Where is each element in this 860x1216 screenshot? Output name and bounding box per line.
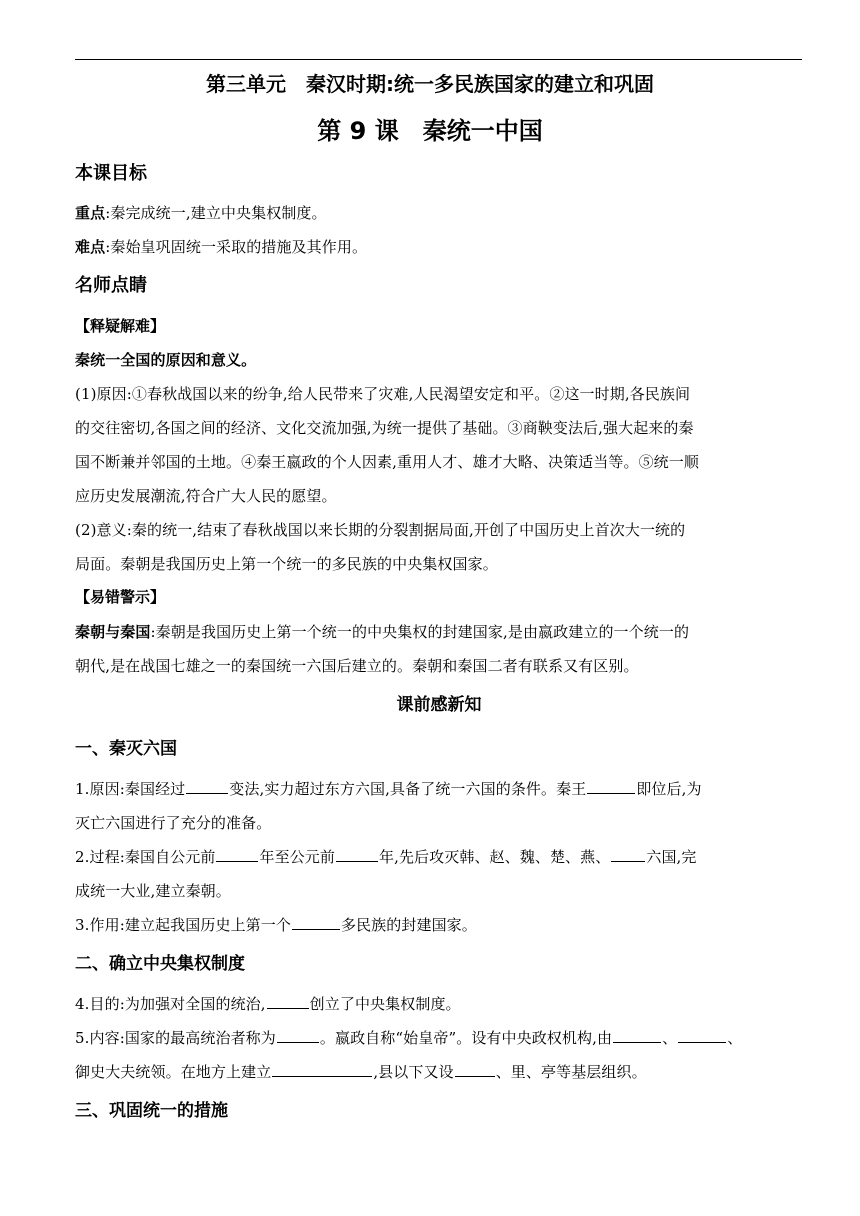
key-point (75, 196, 803, 230)
unit-title: 第三单元 秦汉时期:统一多民族国家的建立和巩固 (206, 72, 654, 96)
doubt-topic: 秦统一全国的原因和意义。 (75, 351, 257, 369)
answer-blank[interactable] (216, 847, 258, 862)
question-2-line (75, 840, 803, 874)
question-text: 年,先后攻灭韩、赵、魏、楚、燕、 (378, 848, 611, 866)
difficult-point (75, 230, 803, 264)
reason-line: 国不断兼并邻国的土地。④秦王嬴政的个人因素,重用人才、雄才大略、决策适当等。⑤统一顺 (75, 453, 699, 471)
question-text: 5.内容:国家的最高统治者称为 (75, 1029, 276, 1047)
question-text: ,县以下又设 (373, 1063, 454, 1081)
question-5-line (75, 1021, 803, 1055)
question-4-line (75, 987, 803, 1021)
warning-line (75, 615, 803, 649)
question-2-line: 成统一大业,建立秦朝。 (75, 882, 231, 900)
question-text: 。嬴政自称“始皇帝”。设有中央政权机构,由 (319, 1029, 613, 1047)
question-text: 即位后,为 (636, 780, 702, 798)
warning-line: 朝代,是在战国七雄之一的秦国统一六国后建立的。秦朝和秦国二者有联系又有区别。 (75, 657, 639, 675)
question-1-line: 灭亡六国进行了充分的准备。 (75, 814, 272, 832)
reason-line: 应历史发展潮流,符合广大人民的愿望。 (75, 487, 337, 505)
meaning-line: 局面。秦朝是我国历史上第一个统一的多民族的中央集权国家。 (75, 555, 498, 573)
lesson-title: 第 9 课 秦统一中国 (317, 117, 543, 145)
question-text: 年至公元前 (259, 848, 335, 866)
warning-label: 秦朝与秦国 (75, 623, 151, 641)
answer-blank[interactable] (613, 1028, 661, 1043)
question-1-line (75, 772, 803, 806)
answer-blank[interactable] (267, 994, 309, 1009)
question-5-line (75, 1055, 803, 1089)
difficult-point-text: :秦始皇巩固统一采取的措施及其作用。 (105, 238, 368, 256)
teacher-heading: 名师点睛 (75, 275, 147, 296)
question-text: 、 (662, 1029, 678, 1047)
answer-blank[interactable] (186, 779, 228, 794)
reason-line: 的交往密切,各国之间的经济、文化交流加强,为统一提供了基础。③商鞅变法后,强大起来的秦 (75, 419, 694, 437)
question-text: 2.过程:秦国自公元前 (75, 848, 216, 866)
question-text: 多民族的封建国家。 (340, 916, 477, 934)
section-heading-2: 二、确立中央集权制度 (75, 954, 245, 974)
answer-blank[interactable] (272, 1062, 372, 1077)
question-text: 3.作用:建立起我国历史上第一个 (75, 916, 291, 934)
section-heading-1: 一、秦灭六国 (75, 739, 177, 759)
meaning-line: (2)意义:秦的统一,结束了春秋战国以来长期的分裂割据局面,开创了中国历史上首次大一统的 (75, 521, 686, 539)
question-text: 、 (727, 1029, 743, 1047)
reason-line: (1)原因:①春秋战国以来的纷争,给人民带来了灾难,人民渴望安定和平。②这一时期,各民族间 (75, 385, 691, 403)
top-rule (75, 59, 802, 60)
question-3-line (75, 908, 803, 942)
question-text: 变法,实力超过东方六国,具备了统一六国的条件。秦王 (229, 780, 587, 798)
question-text: 4.目的:为加强对全国的统治, (75, 995, 266, 1013)
question-text: 创立了中央集权制度。 (309, 995, 461, 1013)
key-point-text: :秦完成统一,建立中央集权制度。 (105, 204, 327, 222)
answer-blank[interactable] (336, 847, 378, 862)
answer-blank[interactable] (455, 1062, 495, 1077)
difficult-point-label: 难点 (75, 238, 106, 256)
warning-text: :秦朝是我国历史上第一个统一的中央集权的封建国家,是由嬴政建立的一个统一的 (150, 623, 690, 641)
section-heading-3: 三、巩固统一的措施 (75, 1101, 228, 1121)
answer-blank[interactable] (277, 1028, 319, 1043)
question-text: 、里、亭等基层组织。 (495, 1063, 647, 1081)
question-text: 1.原因:秦国经过 (75, 780, 186, 798)
answer-blank[interactable] (292, 915, 340, 930)
answer-blank[interactable] (611, 847, 645, 862)
question-text: 御史大夫统领。在地方上建立 (75, 1063, 272, 1081)
warning-tag: 【易错警示】 (75, 588, 166, 606)
answer-blank[interactable] (587, 779, 635, 794)
answer-blank[interactable] (678, 1028, 726, 1043)
preview-heading: 课前感新知 (396, 695, 482, 715)
key-point-label: 重点 (75, 204, 106, 222)
question-text: 六国,完 (646, 848, 697, 866)
doubt-tag: 【释疑解难】 (75, 317, 166, 335)
goals-heading: 本课目标 (75, 163, 147, 184)
